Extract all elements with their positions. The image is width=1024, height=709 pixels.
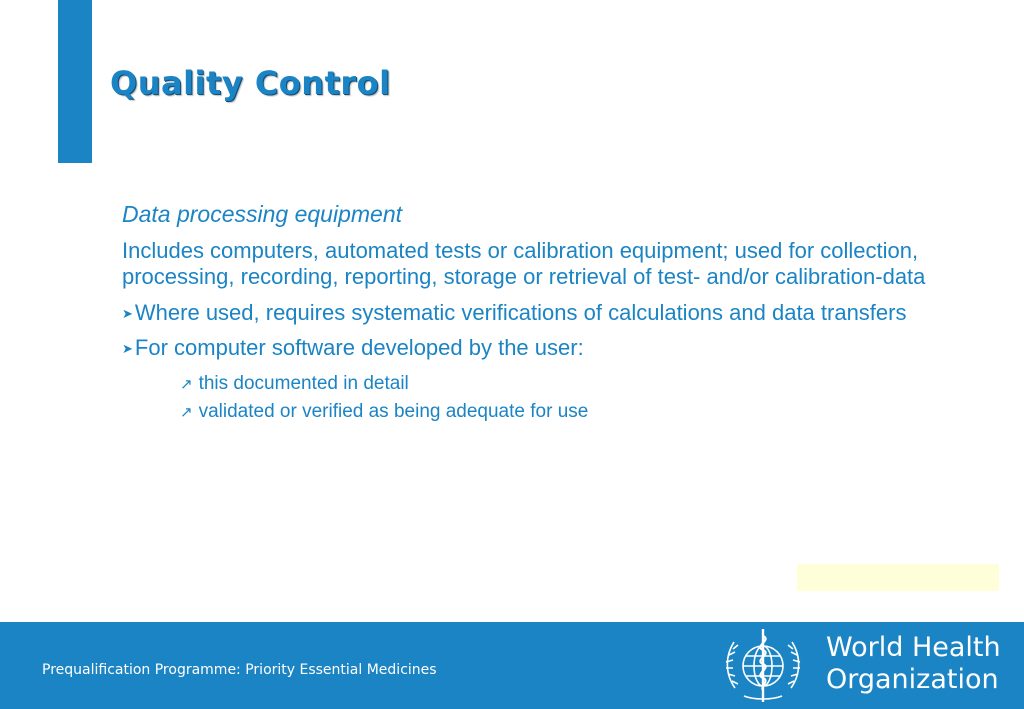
who-name-line1: World Health (826, 632, 1001, 663)
footer-bar (0, 622, 1024, 709)
arrow-bullet-icon: ➤ (122, 306, 133, 321)
sub-bullet-text: this documented in detail (198, 373, 409, 394)
reference-label: Part One. 5.1. (805, 568, 895, 584)
bullet-item (122, 335, 962, 362)
slide-content (122, 200, 962, 426)
diagonal-arrow-icon: ↗ (180, 376, 193, 393)
reference-box (797, 564, 999, 591)
intro-paragraph (122, 238, 962, 290)
who-name-line2: Organization (826, 664, 999, 695)
who-emblem-icon (720, 626, 806, 706)
who-wordmark (826, 632, 1001, 696)
title-accent-bar (58, 0, 92, 163)
section-subtitle: Data processing equipment (122, 201, 402, 227)
intro-text: Includes computers, automated tests or calibration equipment; used for collection, processing, recording, reporting, storage or retrieval of test- and/or calibration-data (122, 238, 926, 289)
sub-bullet-item (180, 370, 962, 398)
arrow-bullet-icon: ➤ (122, 341, 133, 356)
slide-title: Quality Control (110, 64, 391, 102)
sub-bullet-list (180, 370, 962, 426)
programme-label: Prequalification Programme: Priority Essential Medicines (42, 662, 437, 678)
bullet-text: For computer software developed by the user: (134, 335, 584, 360)
diagonal-arrow-icon: ↗ (180, 404, 193, 421)
sub-bullet-text: validated or verified as being adequate for use (198, 401, 589, 422)
bullet-text: Where used, requires systematic verifications of calculations and data transfers (134, 300, 907, 325)
bullet-item (122, 300, 962, 327)
sub-bullet-item (180, 398, 962, 426)
